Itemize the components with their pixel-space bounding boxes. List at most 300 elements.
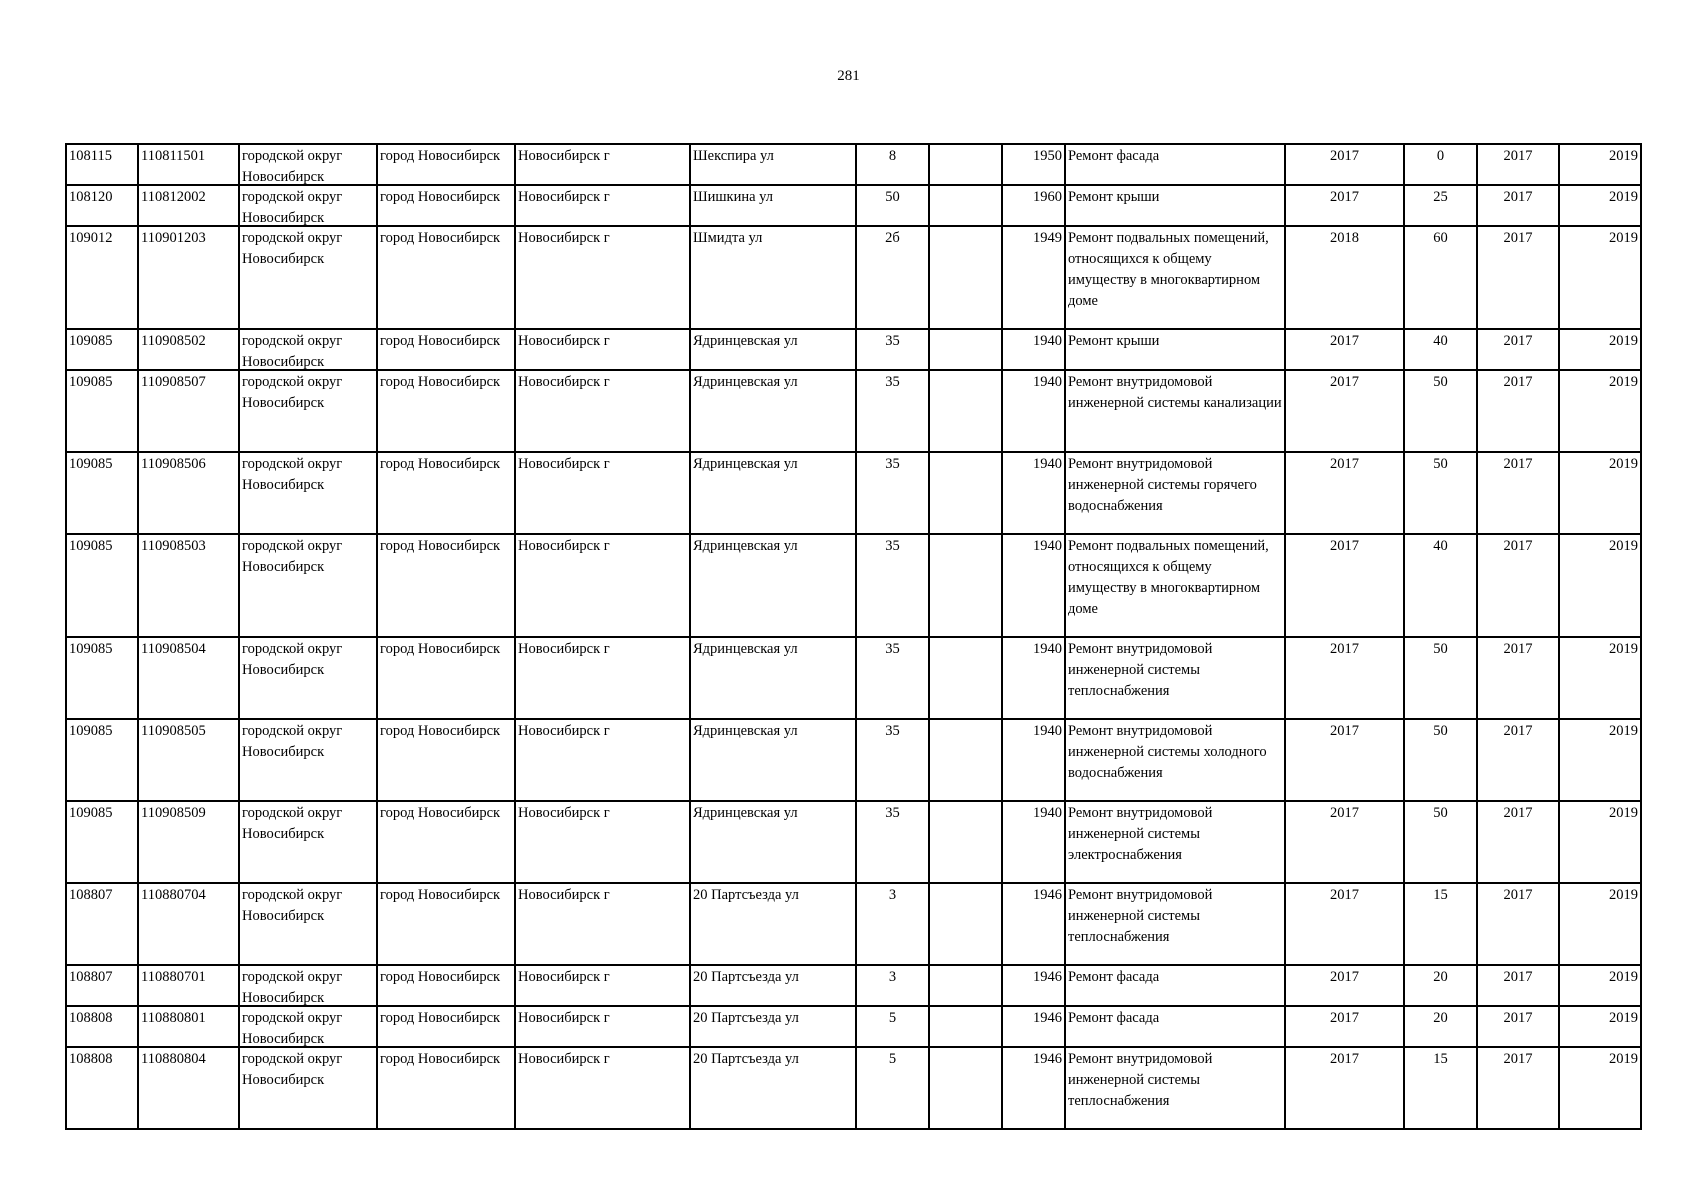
year-built-cell [1002, 144, 1065, 185]
plan-start-year-cell [1477, 452, 1559, 534]
table-row [66, 637, 1641, 719]
locality-cell [515, 226, 690, 329]
plan-start-year-cell [1477, 965, 1559, 1006]
settlement-cell [377, 329, 515, 370]
table-row [66, 719, 1641, 801]
plan-end-year-cell [1559, 370, 1641, 452]
last-repair-year-text: 2017 [1330, 333, 1359, 349]
wear-percent-cell [1404, 534, 1477, 637]
house-id-cell [66, 226, 138, 329]
work-type-cell [1065, 144, 1285, 185]
house-id-text: 108120 [69, 189, 113, 205]
work-id-cell [138, 883, 239, 965]
street-cell [690, 226, 856, 329]
locality-text: Новосибирск г [518, 374, 610, 390]
plan-end-year-text: 2019 [1609, 230, 1638, 246]
plan-start-year-text: 2017 [1503, 230, 1533, 246]
settlement-text: город Новосибирск [380, 374, 501, 390]
plan-end-year-cell [1559, 883, 1641, 965]
municipal-district-cell [239, 452, 377, 534]
settlement-text: город Новосибирск [380, 969, 501, 985]
work-type-text: Ремонт фасада [1068, 1010, 1160, 1026]
house-number-cell [856, 1047, 929, 1129]
house-number-cell [856, 452, 929, 534]
work-type-cell [1065, 883, 1285, 965]
street-cell [690, 719, 856, 801]
settlement-cell [377, 534, 515, 637]
work-id-text: 110908505 [141, 723, 206, 739]
street-text: Шмидта ул [693, 230, 763, 246]
locality-text: Новосибирск г [518, 723, 610, 739]
plan-start-year-text: 2017 [1503, 456, 1533, 472]
locality-cell [515, 801, 690, 883]
municipal-district-text: городской округ Новосибирск [242, 805, 343, 842]
table-row [66, 185, 1641, 226]
plan-start-year-cell [1477, 1006, 1559, 1047]
building-cell [929, 370, 1002, 452]
last-repair-year-text: 2017 [1330, 641, 1359, 657]
table-row [66, 1047, 1641, 1129]
work-type-cell [1065, 452, 1285, 534]
house-number-text: 3 [888, 887, 897, 903]
year-built-text: 1940 [1033, 723, 1062, 739]
settlement-cell [377, 719, 515, 801]
house-id-text: 108808 [69, 1051, 113, 1067]
house-id-cell [66, 1006, 138, 1047]
wear-percent-cell [1404, 370, 1477, 452]
house-number-cell [856, 370, 929, 452]
work-id-text: 110880801 [141, 1010, 206, 1026]
street-cell [690, 370, 856, 452]
work-id-cell [138, 534, 239, 637]
plan-start-year-text: 2017 [1503, 969, 1533, 985]
work-id-cell [138, 637, 239, 719]
street-text: 20 Партсъезда ул [693, 887, 799, 903]
locality-cell [515, 637, 690, 719]
work-id-cell [138, 144, 239, 185]
house-id-cell [66, 801, 138, 883]
house-id-cell [66, 144, 138, 185]
plan-end-year-cell [1559, 1047, 1641, 1129]
locality-text: Новосибирск г [518, 230, 610, 246]
plan-end-year-text: 2019 [1609, 641, 1638, 657]
wear-percent-text: 60 [1433, 230, 1448, 246]
municipal-district-cell [239, 883, 377, 965]
house-number-text: 35 [885, 374, 900, 390]
wear-percent-cell [1404, 1047, 1477, 1129]
street-text: Ядринцевская ул [693, 456, 798, 472]
municipal-district-cell [239, 226, 377, 329]
municipal-district-cell [239, 370, 377, 452]
wear-percent-cell [1404, 226, 1477, 329]
last-repair-year-cell [1285, 1047, 1404, 1129]
municipal-district-cell [239, 637, 377, 719]
last-repair-year-cell [1285, 965, 1404, 1006]
house-id-text: 109085 [69, 374, 113, 390]
municipal-district-cell [239, 1006, 377, 1047]
house-id-text: 109085 [69, 641, 113, 657]
work-id-text: 110908504 [141, 641, 206, 657]
work-type-text: Ремонт внутридомовой инженерной системы горячего водоснабжения [1068, 456, 1257, 514]
street-text: Ядринцевская ул [693, 723, 798, 739]
plan-start-year-text: 2017 [1503, 333, 1533, 349]
table-row [66, 1006, 1641, 1047]
house-number-cell [856, 965, 929, 1006]
locality-cell [515, 719, 690, 801]
municipal-district-cell [239, 185, 377, 226]
street-cell [690, 1047, 856, 1129]
wear-percent-cell [1404, 144, 1477, 185]
wear-percent-text: 50 [1433, 805, 1448, 821]
plan-start-year-cell [1477, 185, 1559, 226]
plan-end-year-text: 2019 [1609, 148, 1638, 164]
locality-cell [515, 965, 690, 1006]
street-text: 20 Партсъезда ул [693, 1010, 799, 1026]
work-type-cell [1065, 370, 1285, 452]
locality-cell [515, 370, 690, 452]
plan-end-year-text: 2019 [1609, 723, 1638, 739]
work-id-cell [138, 719, 239, 801]
plan-start-year-cell [1477, 534, 1559, 637]
street-cell [690, 1006, 856, 1047]
house-id-cell [66, 329, 138, 370]
year-built-text: 1949 [1033, 230, 1062, 246]
house-number-text: 2б [885, 230, 900, 246]
wear-percent-text: 40 [1433, 538, 1448, 554]
house-id-cell [66, 965, 138, 1006]
work-id-text: 110908506 [141, 456, 206, 472]
street-text: Ядринцевская ул [693, 538, 798, 554]
plan-start-year-cell [1477, 719, 1559, 801]
work-type-text: Ремонт фасада [1068, 969, 1160, 985]
table-row [66, 226, 1641, 329]
last-repair-year-text: 2017 [1330, 148, 1359, 164]
wear-percent-text: 50 [1433, 641, 1448, 657]
wear-percent-cell [1404, 329, 1477, 370]
locality-text: Новосибирск г [518, 641, 610, 657]
work-type-cell [1065, 185, 1285, 226]
settlement-cell [377, 370, 515, 452]
last-repair-year-cell [1285, 637, 1404, 719]
work-type-cell [1065, 1006, 1285, 1047]
table-row [66, 801, 1641, 883]
house-number-text: 5 [888, 1010, 897, 1026]
plan-end-year-cell [1559, 534, 1641, 637]
house-id-cell [66, 883, 138, 965]
work-id-cell [138, 226, 239, 329]
street-cell [690, 965, 856, 1006]
work-id-text: 110901203 [141, 230, 206, 246]
wear-percent-text: 20 [1433, 1010, 1448, 1026]
work-id-cell [138, 370, 239, 452]
table-row [66, 144, 1641, 185]
wear-percent-text: 25 [1433, 189, 1448, 205]
work-id-cell [138, 1047, 239, 1129]
work-id-text: 110880704 [141, 887, 206, 903]
house-number-text: 35 [885, 333, 900, 349]
last-repair-year-cell [1285, 226, 1404, 329]
last-repair-year-cell [1285, 144, 1404, 185]
house-number-text: 35 [885, 538, 900, 554]
settlement-text: город Новосибирск [380, 456, 501, 472]
plan-end-year-cell [1559, 185, 1641, 226]
plan-end-year-text: 2019 [1609, 189, 1638, 205]
house-number-text: 35 [885, 805, 900, 821]
settlement-text: город Новосибирск [380, 230, 501, 246]
wear-percent-text: 15 [1433, 1051, 1448, 1067]
work-id-text: 110908502 [141, 333, 206, 349]
house-id-cell [66, 1047, 138, 1129]
plan-start-year-cell [1477, 1047, 1559, 1129]
locality-text: Новосибирск г [518, 1010, 610, 1026]
year-built-cell [1002, 329, 1065, 370]
plan-start-year-cell [1477, 637, 1559, 719]
settlement-text: город Новосибирск [380, 1010, 501, 1026]
year-built-text: 1940 [1033, 538, 1062, 554]
building-cell [929, 965, 1002, 1006]
work-type-text: Ремонт фасада [1068, 148, 1160, 164]
last-repair-year-text: 2017 [1330, 969, 1359, 985]
year-built-text: 1950 [1033, 148, 1062, 164]
building-cell [929, 534, 1002, 637]
last-repair-year-text: 2017 [1330, 805, 1359, 821]
work-type-text: Ремонт внутридомовой инженерной системы канализации [1068, 374, 1282, 411]
house-number-text: 8 [888, 148, 897, 164]
plan-start-year-text: 2017 [1503, 1010, 1533, 1026]
year-built-text: 1960 [1033, 189, 1062, 205]
house-id-text: 108115 [69, 148, 112, 164]
last-repair-year-cell [1285, 370, 1404, 452]
municipal-district-cell [239, 965, 377, 1006]
municipal-district-text: городской округ Новосибирск [242, 189, 343, 225]
year-built-text: 1946 [1033, 969, 1062, 985]
last-repair-year-text: 2017 [1330, 1051, 1359, 1067]
last-repair-year-cell [1285, 1006, 1404, 1047]
work-id-cell [138, 965, 239, 1006]
street-cell [690, 883, 856, 965]
settlement-text: город Новосибирск [380, 805, 501, 821]
settlement-cell [377, 1006, 515, 1047]
wear-percent-cell [1404, 965, 1477, 1006]
last-repair-year-cell [1285, 801, 1404, 883]
table-row [66, 329, 1641, 370]
settlement-cell [377, 1047, 515, 1129]
year-built-cell [1002, 1006, 1065, 1047]
locality-text: Новосибирск г [518, 189, 610, 205]
municipal-district-text: городской округ Новосибирск [242, 333, 343, 369]
page-number: 281 [837, 68, 860, 84]
plan-start-year-cell [1477, 801, 1559, 883]
year-built-cell [1002, 1047, 1065, 1129]
wear-percent-text: 20 [1433, 969, 1448, 985]
plan-start-year-text: 2017 [1503, 374, 1533, 390]
locality-text: Новосибирск г [518, 969, 610, 985]
work-id-text: 110908507 [141, 374, 206, 390]
work-id-text: 110880701 [141, 969, 206, 985]
locality-cell [515, 329, 690, 370]
work-type-text: Ремонт внутридомовой инженерной системы теплоснабжения [1068, 641, 1213, 699]
work-type-cell [1065, 965, 1285, 1006]
year-built-cell [1002, 801, 1065, 883]
settlement-cell [377, 185, 515, 226]
plan-end-year-text: 2019 [1609, 538, 1638, 554]
house-number-cell [856, 144, 929, 185]
capital-repair-table [65, 143, 1642, 1130]
municipal-district-text: городской округ Новосибирск [242, 969, 343, 1005]
building-cell [929, 1006, 1002, 1047]
house-number-text: 3 [888, 969, 897, 985]
year-built-cell [1002, 719, 1065, 801]
locality-text: Новосибирск г [518, 456, 610, 472]
house-id-text: 109085 [69, 723, 113, 739]
settlement-cell [377, 226, 515, 329]
building-cell [929, 226, 1002, 329]
plan-end-year-cell [1559, 637, 1641, 719]
work-id-text: 110908509 [141, 805, 206, 821]
locality-text: Новосибирск г [518, 538, 610, 554]
plan-start-year-cell [1477, 329, 1559, 370]
municipal-district-text: городской округ Новосибирск [242, 456, 343, 493]
building-cell [929, 883, 1002, 965]
year-built-cell [1002, 185, 1065, 226]
plan-start-year-text: 2017 [1503, 887, 1533, 903]
work-type-text: Ремонт подвальных помещений, относящихся к общему имуществу в многоквартирном доме [1068, 538, 1269, 617]
building-cell [929, 329, 1002, 370]
plan-end-year-text: 2019 [1609, 456, 1638, 472]
work-type-cell [1065, 1047, 1285, 1129]
house-id-cell [66, 185, 138, 226]
street-text: Ядринцевская ул [693, 805, 798, 821]
work-type-text: Ремонт внутридомовой инженерной системы теплоснабжения [1068, 887, 1213, 945]
street-text: Ядринцевская ул [693, 374, 798, 390]
plan-start-year-text: 2017 [1503, 148, 1533, 164]
table-row [66, 452, 1641, 534]
house-id-cell [66, 637, 138, 719]
municipal-district-text: городской округ Новосибирск [242, 230, 343, 267]
plan-end-year-cell [1559, 965, 1641, 1006]
municipal-district-text: городской округ Новосибирск [242, 538, 343, 575]
plan-end-year-cell [1559, 144, 1641, 185]
plan-end-year-cell [1559, 719, 1641, 801]
settlement-cell [377, 883, 515, 965]
settlement-text: город Новосибирск [380, 148, 501, 164]
street-text: Шекспира ул [693, 148, 774, 164]
last-repair-year-cell [1285, 329, 1404, 370]
plan-start-year-text: 2017 [1503, 189, 1533, 205]
building-cell [929, 144, 1002, 185]
wear-percent-cell [1404, 1006, 1477, 1047]
work-type-text: Ремонт крыши [1068, 189, 1160, 205]
work-id-text: 110812002 [141, 189, 206, 205]
work-type-cell [1065, 329, 1285, 370]
house-number-text: 35 [885, 456, 900, 472]
year-built-text: 1946 [1033, 887, 1062, 903]
plan-end-year-text: 2019 [1609, 374, 1638, 390]
settlement-text: город Новосибирск [380, 641, 501, 657]
locality-text: Новосибирск г [518, 333, 610, 349]
plan-start-year-text: 2017 [1503, 538, 1533, 554]
settlement-cell [377, 965, 515, 1006]
house-id-text: 109085 [69, 333, 113, 349]
wear-percent-text: 50 [1433, 374, 1448, 390]
year-built-cell [1002, 883, 1065, 965]
year-built-text: 1940 [1033, 374, 1062, 390]
house-number-cell [856, 719, 929, 801]
year-built-cell [1002, 452, 1065, 534]
locality-cell [515, 1047, 690, 1129]
locality-cell [515, 534, 690, 637]
year-built-text: 1946 [1033, 1051, 1062, 1067]
work-id-cell [138, 801, 239, 883]
year-built-cell [1002, 965, 1065, 1006]
street-cell [690, 185, 856, 226]
street-text: Шишкина ул [693, 189, 774, 205]
year-built-cell [1002, 637, 1065, 719]
street-cell [690, 801, 856, 883]
municipal-district-text: городской округ Новосибирск [242, 723, 343, 760]
work-type-text: Ремонт внутридомовой инженерной системы холодного водоснабжения [1068, 723, 1267, 781]
settlement-text: город Новосибирск [380, 723, 501, 739]
street-cell [690, 452, 856, 534]
building-cell [929, 185, 1002, 226]
plan-end-year-cell [1559, 1006, 1641, 1047]
year-built-cell [1002, 226, 1065, 329]
plan-start-year-cell [1477, 883, 1559, 965]
last-repair-year-text: 2017 [1330, 1010, 1359, 1026]
work-id-cell [138, 185, 239, 226]
last-repair-year-text: 2018 [1330, 230, 1359, 246]
work-id-cell [138, 452, 239, 534]
plan-start-year-cell [1477, 144, 1559, 185]
municipal-district-text: городской округ Новосибирск [242, 641, 343, 678]
municipal-district-cell [239, 719, 377, 801]
work-type-cell [1065, 534, 1285, 637]
plan-end-year-text: 2019 [1609, 1010, 1638, 1026]
work-id-cell [138, 329, 239, 370]
year-built-text: 1946 [1033, 1010, 1062, 1026]
plan-start-year-cell [1477, 370, 1559, 452]
wear-percent-cell [1404, 185, 1477, 226]
wear-percent-text: 50 [1433, 456, 1448, 472]
locality-text: Новосибирск г [518, 1051, 610, 1067]
municipal-district-cell [239, 801, 377, 883]
last-repair-year-cell [1285, 719, 1404, 801]
work-id-text: 110880804 [141, 1051, 206, 1067]
locality-cell [515, 185, 690, 226]
work-id-text: 110811501 [141, 148, 206, 164]
wear-percent-text: 50 [1433, 723, 1448, 739]
work-type-text: Ремонт внутридомовой инженерной системы электроснабжения [1068, 805, 1213, 863]
work-type-cell [1065, 637, 1285, 719]
work-id-cell [138, 1006, 239, 1047]
last-repair-year-text: 2017 [1330, 189, 1359, 205]
last-repair-year-cell [1285, 185, 1404, 226]
municipal-district-text: городской округ Новосибирск [242, 148, 343, 184]
year-built-text: 1940 [1033, 641, 1062, 657]
year-built-text: 1940 [1033, 456, 1062, 472]
plan-end-year-text: 2019 [1609, 1051, 1638, 1067]
table-row [66, 965, 1641, 1006]
last-repair-year-text: 2017 [1330, 887, 1359, 903]
house-number-cell [856, 185, 929, 226]
year-built-cell [1002, 534, 1065, 637]
work-type-cell [1065, 801, 1285, 883]
municipal-district-cell [239, 144, 377, 185]
house-number-cell [856, 226, 929, 329]
house-number-text: 35 [885, 723, 900, 739]
municipal-district-text: городской округ Новосибирск [242, 1010, 343, 1046]
house-number-text: 50 [885, 189, 900, 205]
